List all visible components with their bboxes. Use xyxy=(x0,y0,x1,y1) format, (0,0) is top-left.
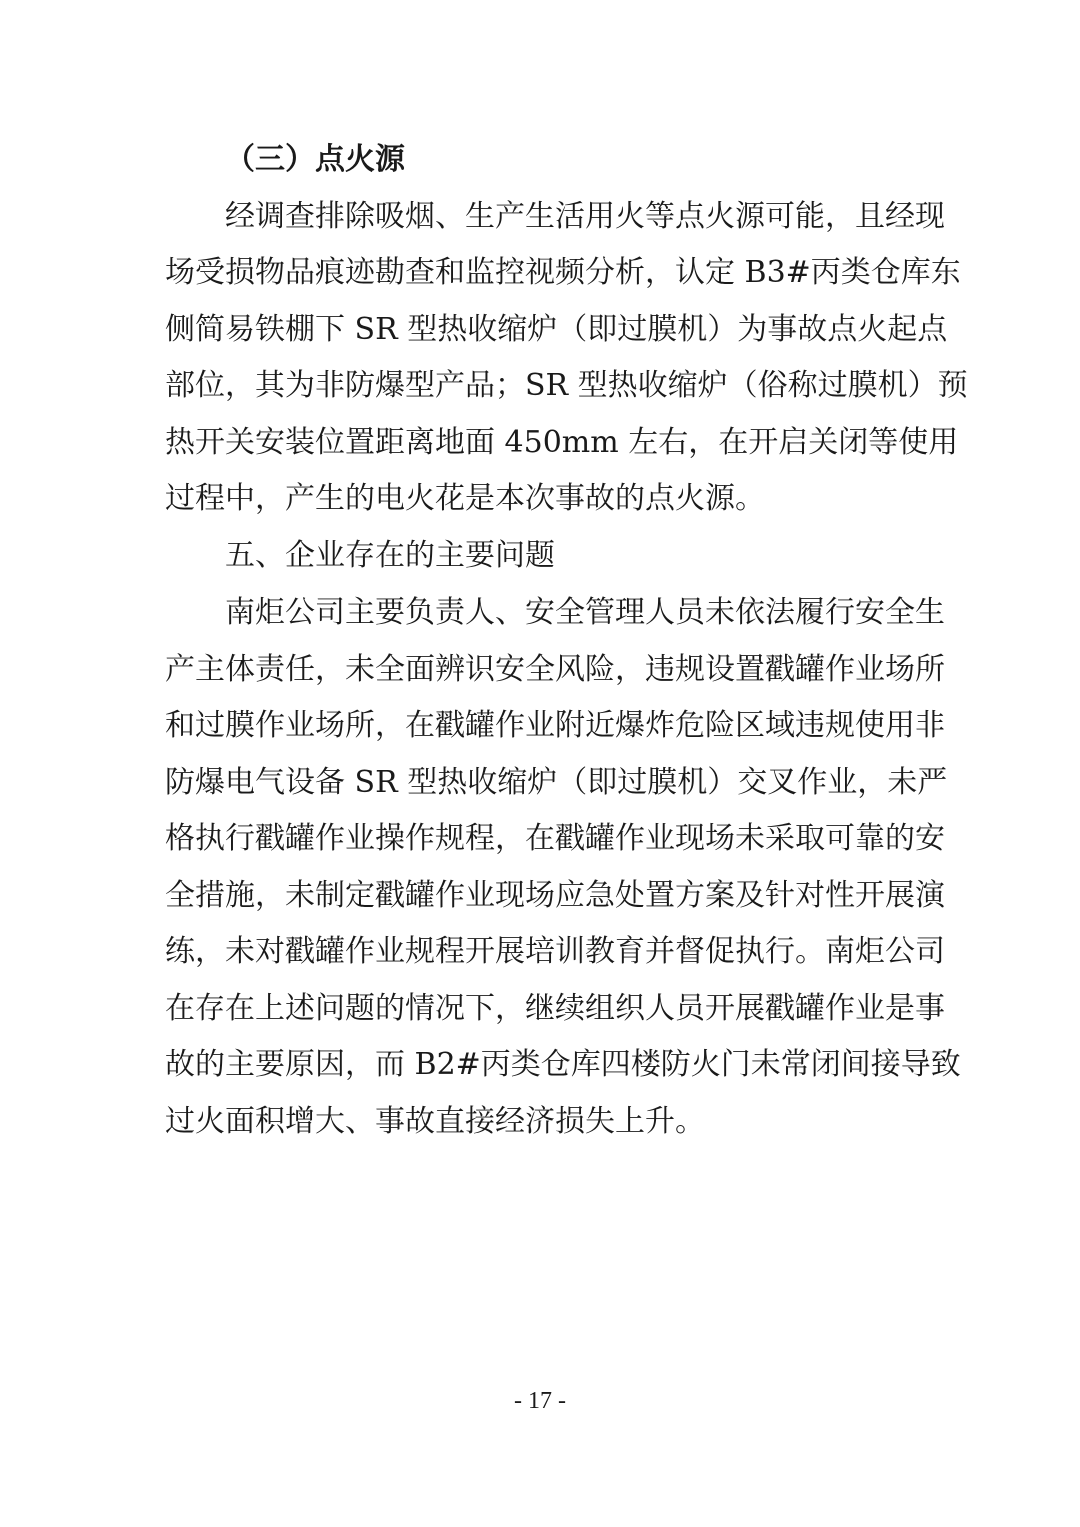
section-heading: （三）点火源 xyxy=(225,142,405,177)
paragraph2-line: 防爆电气设备 SR 型热收缩炉（即过膜机）交叉作业，未严 xyxy=(165,765,948,800)
paragraph2-line: 南炬公司主要负责人、安全管理人员未依法履行安全生 xyxy=(225,595,945,630)
page-number: - 17 - xyxy=(514,1388,566,1414)
chapter-heading: 五、企业存在的主要问题 xyxy=(225,538,555,573)
paragraph2-line: 和过膜作业场所，在戳罐作业附近爆炸危险区域违规使用非 xyxy=(165,708,945,743)
paragraph2-line: 全措施，未制定戳罐作业现场应急处置方案及针对性开展演 xyxy=(165,878,945,913)
paragraph1-line: 部位，其为非防爆型产品；SR 型热收缩炉（俗称过膜机）预 xyxy=(165,368,968,403)
paragraph1-line: 场受损物品痕迹勘查和监控视频分析，认定 B3#丙类仓库东 xyxy=(165,255,961,290)
paragraph2-line: 练，未对戳罐作业规程开展培训教育并督促执行。南炬公司 xyxy=(165,934,945,969)
paragraph1-line: 经调查排除吸烟、生产生活用火等点火源可能，且经现 xyxy=(225,199,945,234)
paragraph2-line: 故的主要原因，而 B2#丙类仓库四楼防火门未常闭间接导致 xyxy=(165,1047,961,1082)
paragraph2-line: 格执行戳罐作业操作规程，在戳罐作业现场未采取可靠的安 xyxy=(165,821,945,856)
paragraph2-line: 产主体责任，未全面辨识安全风险，违规设置戳罐作业场所 xyxy=(165,652,945,687)
paragraph2-line: 在存在上述问题的情况下，继续组织人员开展戳罐作业是事 xyxy=(165,991,945,1026)
paragraph2-line: 过火面积增大、事故直接经济损失上升。 xyxy=(165,1104,705,1139)
paragraph1-line: 侧简易铁棚下 SR 型热收缩炉（即过膜机）为事故点火起点 xyxy=(165,312,948,347)
paragraph1-line: 过程中，产生的电火花是本次事故的点火源。 xyxy=(165,481,765,516)
paragraph1-line: 热开关安装位置距离地面 450mm 左右，在开启关闭等使用 xyxy=(165,425,959,460)
